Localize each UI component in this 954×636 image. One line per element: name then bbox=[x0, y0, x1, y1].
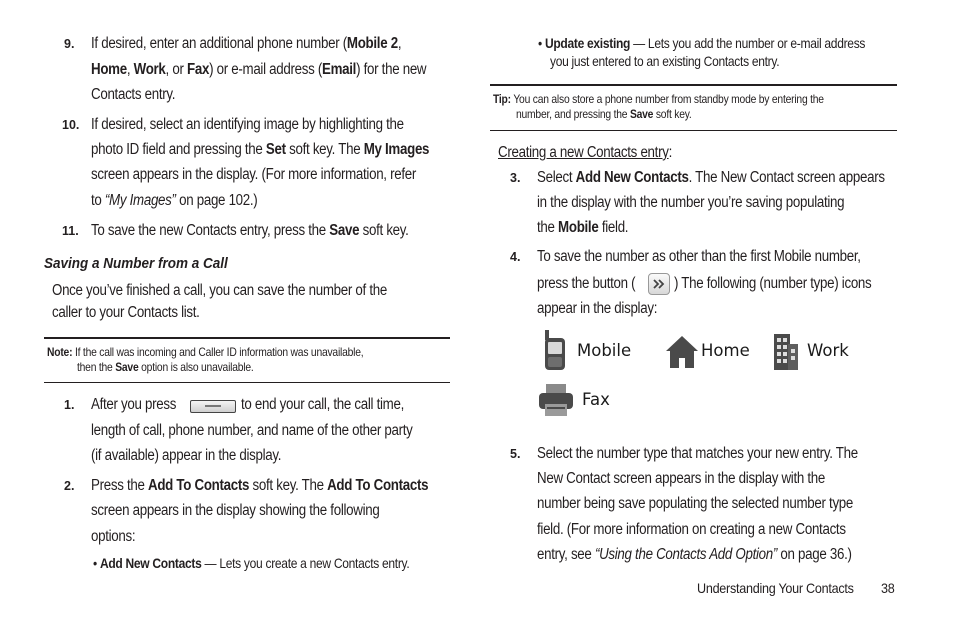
step-number: 11. bbox=[62, 224, 79, 238]
step5-line2: New Contact screen appears in the display with the bbox=[537, 470, 826, 487]
step4-line1: To save the number as other than the first Mobile number, bbox=[537, 248, 861, 265]
step2-line1: Press the Add To Contacts soft key. The Add To Contacts bbox=[91, 477, 429, 494]
note-top-rule bbox=[44, 337, 450, 339]
step-number: 9. bbox=[64, 37, 75, 51]
icon-label-mobile: Mobile bbox=[577, 341, 632, 360]
tip-bottom-rule bbox=[490, 130, 897, 131]
creating-contacts-link[interactable]: Creating a new Contacts entry bbox=[498, 144, 669, 161]
step5-line5: entry, see “Using the Contacts Add Option” on page 36.) bbox=[537, 546, 852, 563]
bullet-update-existing-line2: you just entered to an existing Contacts entry. bbox=[550, 53, 780, 69]
step1-line1b: to end your call, the call time, bbox=[241, 396, 405, 413]
step4-line3: appear in the display: bbox=[537, 300, 658, 317]
step4-line2a: press the button ( bbox=[537, 275, 636, 292]
step1-line2: length of call, phone number, and name of the other party bbox=[91, 422, 413, 439]
footer-section-title: Understanding Your Contacts bbox=[697, 580, 854, 596]
icon-label-home: Home bbox=[701, 341, 750, 360]
note-line2: then the Save option is also unavailable. bbox=[77, 360, 254, 374]
item9-line2: Home, Work, or Fax) or e-mail address (Email) for the new bbox=[91, 61, 427, 78]
item9-line1: If desired, enter an additional phone number (Mobile 2, bbox=[91, 35, 402, 52]
tip-line1: Tip: You can also store a phone number from standby mode by entering the bbox=[493, 92, 824, 106]
section-heading: Saving a Number from a Call bbox=[44, 255, 228, 272]
end-key-icon bbox=[190, 400, 236, 413]
footer-page-number: 38 bbox=[881, 580, 895, 596]
step-number: 4. bbox=[510, 250, 521, 264]
creating-heading: Creating a new Contacts entry: bbox=[498, 144, 672, 161]
step5-line3: number being save populating the selected number type bbox=[537, 495, 854, 512]
mobile-phone-icon bbox=[543, 330, 569, 377]
item11-line1: To save the new Contacts entry, press the Save soft key. bbox=[91, 222, 409, 239]
step2-line3: options: bbox=[91, 528, 136, 545]
home-icon bbox=[664, 334, 700, 375]
step1-line1a: After you press bbox=[91, 396, 177, 413]
step4-line2b: ) The following (number type) icons bbox=[674, 275, 872, 292]
step3-line2: in the display with the number you’re saving populating bbox=[537, 194, 845, 211]
step-number: 5. bbox=[510, 447, 521, 461]
step3-line3: the Mobile field. bbox=[537, 219, 629, 236]
fax-icon bbox=[537, 382, 575, 423]
intro-line2: caller to your Contacts list. bbox=[52, 304, 200, 321]
item9-line3: Contacts entry. bbox=[91, 86, 176, 103]
bullet-update-existing: • Update existing — Lets you add the number or e-mail address bbox=[538, 35, 866, 51]
step5-line1: Select the number type that matches your new entry. The bbox=[537, 445, 858, 462]
step-number: 10. bbox=[62, 118, 80, 132]
item10-line3: screen appears in the display. (For more information, refer bbox=[91, 166, 417, 183]
icon-label-work: Work bbox=[807, 341, 849, 360]
note-bottom-rule bbox=[44, 382, 450, 383]
item10-line1: If desired, select an identifying image by highlighting the bbox=[91, 116, 404, 133]
step2-line2: screen appears in the display showing the following bbox=[91, 502, 380, 519]
step5-line4: field. (For more information on creating a new Contacts bbox=[537, 521, 846, 538]
double-chevron-right-icon bbox=[648, 273, 670, 295]
icon-label-fax: Fax bbox=[582, 390, 610, 409]
intro-line1: Once you’ve finished a call, you can save the number of the bbox=[52, 282, 387, 299]
tip-top-rule bbox=[490, 84, 897, 86]
step-number: 2. bbox=[64, 479, 75, 493]
step1-line3: (if available) appear in the display. bbox=[91, 447, 282, 464]
building-icon bbox=[772, 334, 800, 375]
step-number: 3. bbox=[510, 171, 521, 185]
tip-line2: number, and pressing the Save soft key. bbox=[516, 107, 692, 121]
item10-line4: to “My Images” on page 102.) bbox=[91, 192, 258, 209]
note-line1: Note: If the call was incoming and Caller ID information was unavailable, bbox=[47, 345, 364, 359]
item10-line2: photo ID field and pressing the Set soft key. The My Images bbox=[91, 141, 430, 158]
step3-line1: Select Add New Contacts. The New Contact screen appears bbox=[537, 169, 885, 186]
bullet-add-new-contacts: • Add New Contacts — Lets you create a new Contacts entry. bbox=[93, 555, 410, 571]
step-number: 1. bbox=[64, 398, 75, 412]
